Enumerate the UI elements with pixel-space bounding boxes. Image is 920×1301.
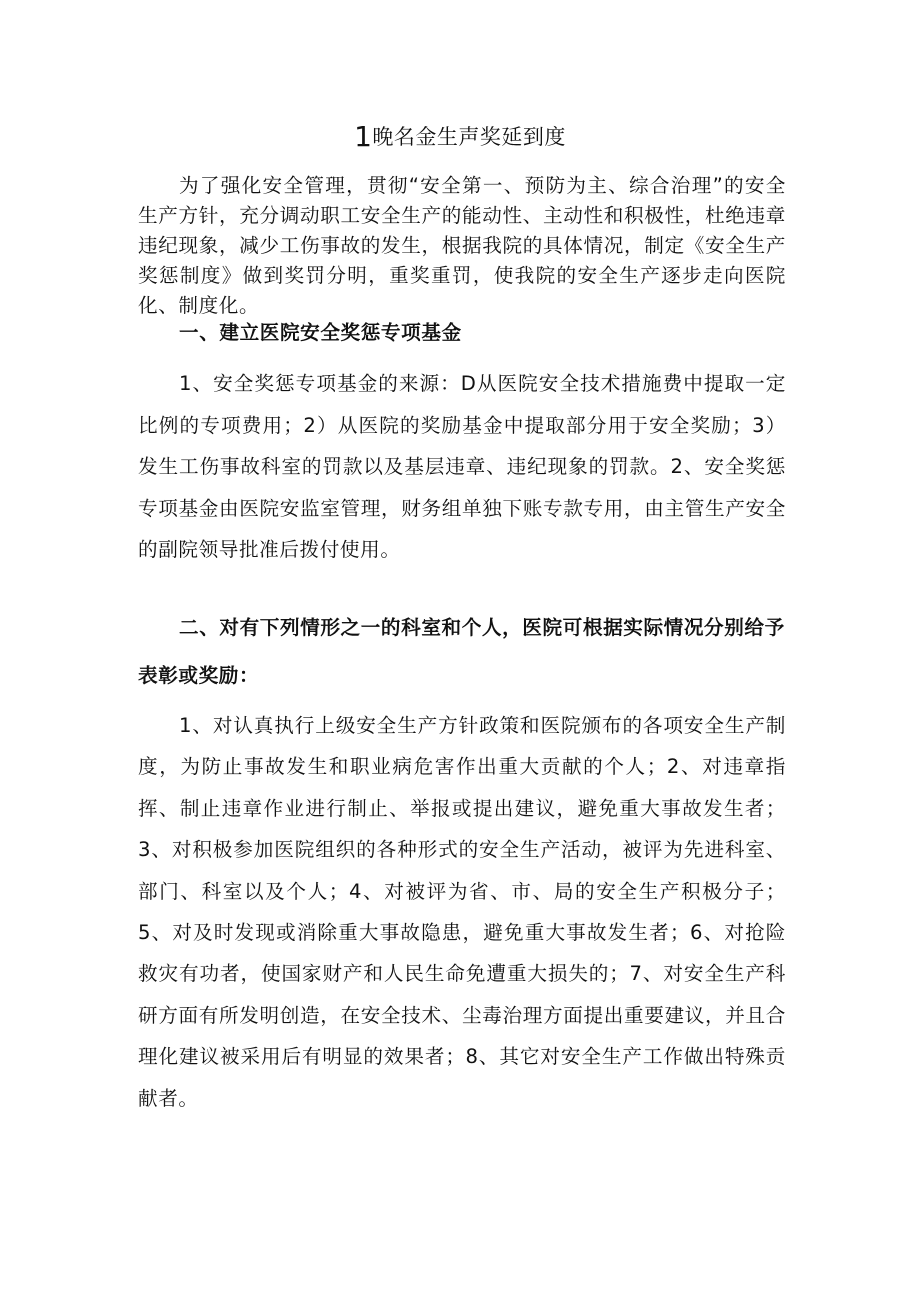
section-1-heading: 一、建立医院安全奖惩专项基金	[179, 321, 462, 344]
document-title	[0, 122, 920, 152]
intro-paragraph: 为了强化安全管理，贯彻“安全第一、预防为主、综合治理”的安全生产方针，充分调动职工安全生产的能动性、主动性和积极性，杜绝违章违纪现象，减少工伤事故的发生，根据我院的具体情况，制定《安全生产奖惩制度》做到奖罚分明，重奖重罚，使我院的安全生产逐步走向医院化、制度化。	[138, 174, 786, 317]
title-number: 1	[354, 120, 373, 153]
section-1-body: 1、安全奖惩专项基金的来源：D从医院安全技术措施费中提取一定比例的专项费用；2）从医院的奖励基金中提取部分用于安全奖励；3）发生工伤事故科室的罚款以及基层违章、违纪现象的罚款。2、安全奖惩专项基金由医院安监室管理，财务组单独下账专款专用，由主管生产安全的副院领导批准后拨付使用。	[138, 372, 786, 562]
title-text: 晚名金生声奖延到度	[372, 125, 566, 149]
section-2-body: 1、对认真执行上级安全生产方针政策和医院颁布的各项安全生产制度，为防止事故发生和职业病危害作出重大贡献的个人；2、对违章指挥、制止违章作业进行制止、举报或提出建议，避免重大事故发生者；3、对积极参加医院组织的各种形式的安全生产活动，被评为先进科室、部门、科室以及个人；4、对被评为省、市、局的安全生产积极分子；5、对及时发现或消除重大事故隐患，避免重大事故发生者；6、对抢险救灾有功者，使国家财产和人民生命免遭重大损失的；7、对安全生产科研方面有所发明创造，在安全技术、尘毒治理方面提出重要建议，并且合理化建议被采用后有明显的效果者；8、其它对安全生产工作做出特殊贡献者。	[138, 714, 786, 1110]
section-2-heading: 二、对有下列情形之一的科室和个人，医院可根据实际情况分别给予表彰或奖励：	[138, 616, 785, 687]
